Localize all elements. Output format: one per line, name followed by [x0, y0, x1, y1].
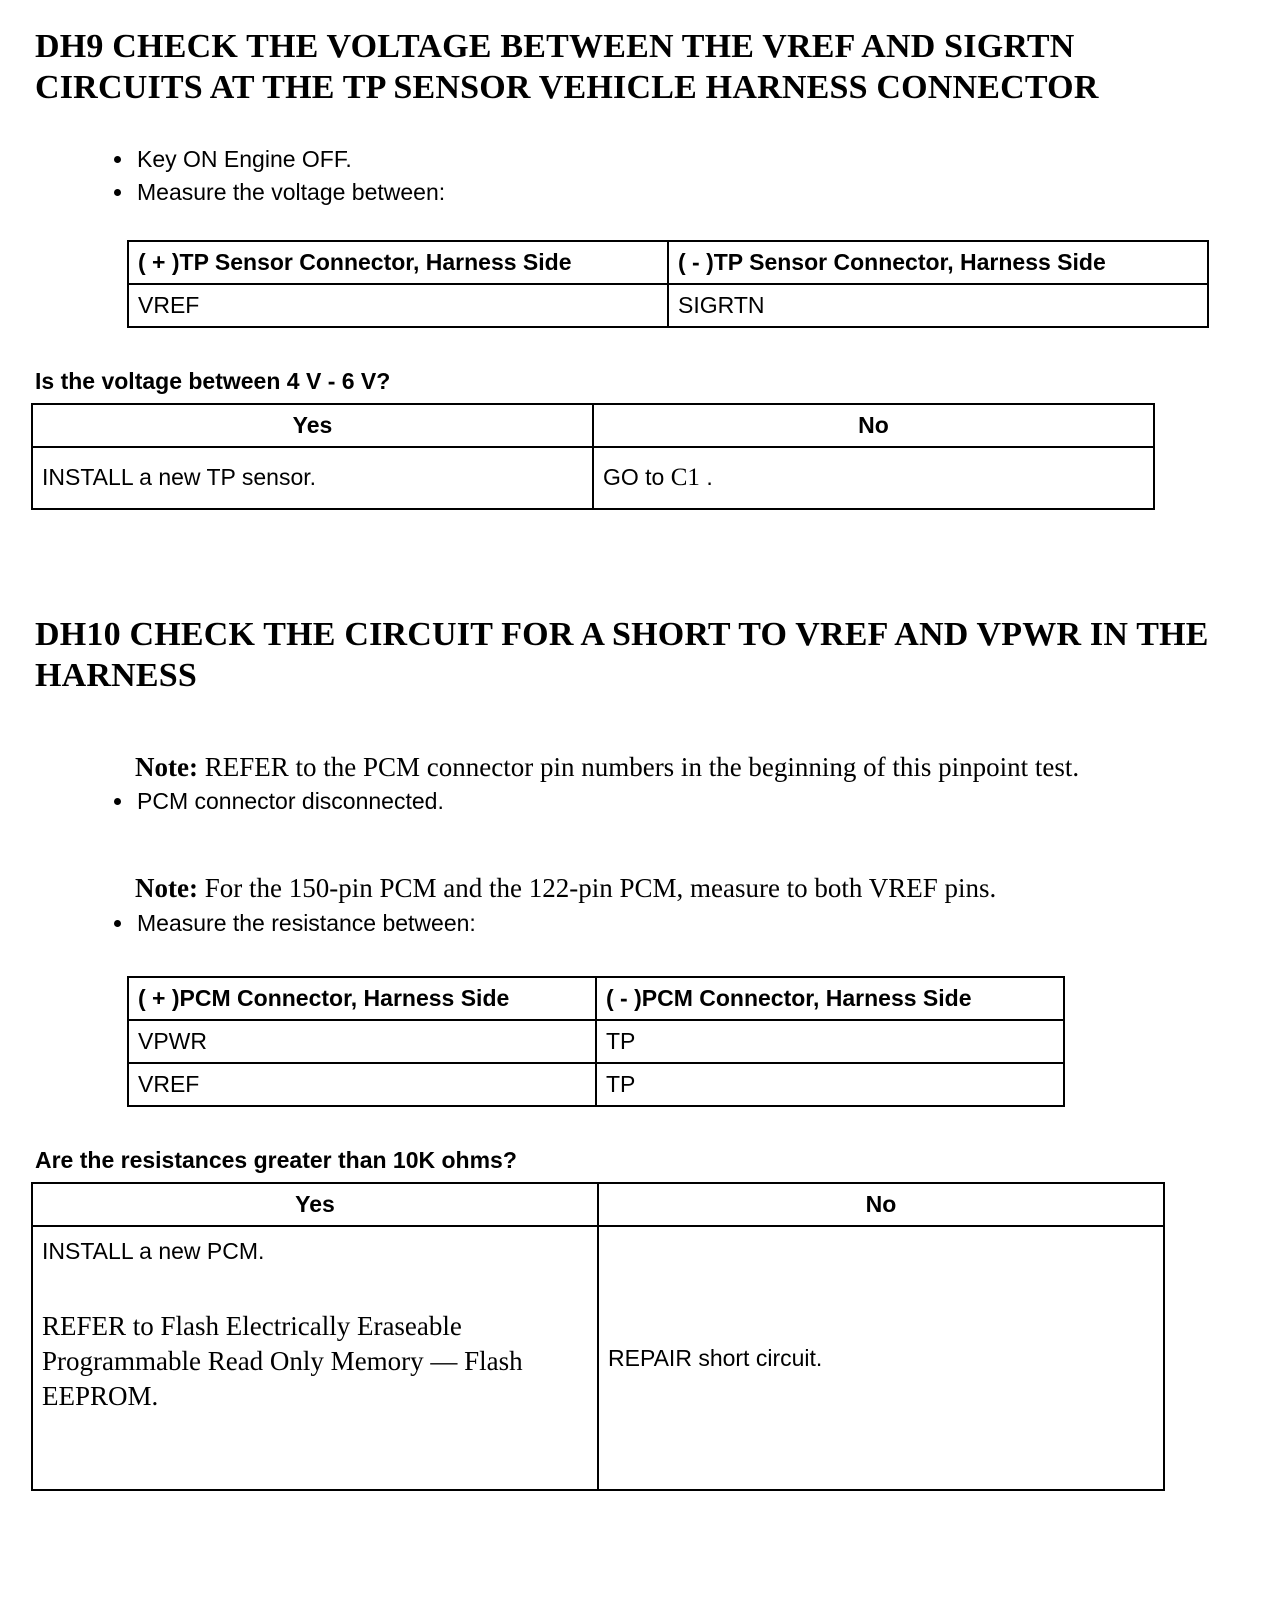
- pcm-measure-cell-tp-1: TP: [596, 1020, 1064, 1063]
- dh10-yes-action-refer-flash-eeprom: REFER to Flash Electrically Eraseable Programmable Read Only Memory — Flash EEPROM.: [42, 1311, 523, 1412]
- pcm-measure-header-minus: ( - )PCM Connector, Harness Side: [596, 977, 1064, 1020]
- dh10-bullet-list-2: [35, 907, 1232, 940]
- pcm-measure-cell-vpwr: VPWR: [128, 1020, 596, 1063]
- dh9-no-action-cell: [593, 447, 1154, 509]
- pcm-measure-header-plus: ( + )PCM Connector, Harness Side: [128, 977, 596, 1020]
- dh10-yes-header: Yes: [32, 1183, 598, 1226]
- table-row: [128, 1020, 1064, 1063]
- dh10-no-action-cell: REPAIR short circuit.: [598, 1226, 1164, 1490]
- dh9-no-action-suffix: .: [699, 463, 713, 490]
- tp-sensor-measure-table: [127, 240, 1209, 328]
- dh10-question: Are the resistances greater than 10K ohms?: [35, 1147, 517, 1174]
- dh10-note-vref-pins: [135, 870, 1195, 906]
- dh9-yes-action-cell: INSTALL a new TP sensor.: [32, 447, 593, 509]
- dh9-bullet-key-on: • Key ON Engine OFF.: [135, 143, 1232, 176]
- dh9-result-table: [31, 403, 1155, 510]
- pcm-measure-cell-tp-2: TP: [596, 1063, 1064, 1106]
- dh10-yes-action-install: INSTALL a new PCM.: [42, 1238, 265, 1265]
- table-row: [32, 1226, 1164, 1490]
- tp-measure-header-minus: ( - )TP Sensor Connector, Harness Side: [668, 241, 1208, 284]
- dh9-question: Is the voltage between 4 V - 6 V?: [35, 367, 391, 394]
- dh10-bullet-pcm-disconnected: • PCM connector disconnected.: [135, 785, 1232, 818]
- table-row: [32, 447, 1154, 509]
- table-header-row: [32, 1183, 1164, 1226]
- tp-measure-cell-sigrtn: SIGRTN: [668, 284, 1208, 327]
- dh9-yes-header: Yes: [32, 404, 593, 447]
- dh10-section-heading: DH10 CHECK THE CIRCUIT FOR A SHORT TO VREF AND VPWR IN THE HARNESS: [35, 615, 1209, 695]
- dh10-result-table: [31, 1182, 1165, 1491]
- note-label: Note:: [135, 751, 198, 782]
- table-row: [128, 284, 1208, 327]
- dh9-no-header: No: [593, 404, 1154, 447]
- note-label: Note:: [135, 873, 198, 904]
- dh9-no-action-prefix: GO to: [603, 463, 671, 490]
- table-header-row: [128, 977, 1064, 1020]
- table-header-row: [128, 241, 1208, 284]
- dh9-bullet-measure-voltage: • Measure the voltage between:: [135, 176, 1232, 209]
- dh9-bullet-list: [35, 143, 1232, 210]
- dh9-goto-c1-link[interactable]: C1: [670, 463, 700, 491]
- dh9-section-heading: DH9 CHECK THE VOLTAGE BETWEEN THE VREF AND SIGRTN CIRCUITS AT THE TP SENSOR VEHICLE HARNESS CONNECTOR: [35, 28, 1099, 107]
- table-header-row: [32, 404, 1154, 447]
- table-row: [128, 1063, 1064, 1106]
- pcm-measure-cell-vref: VREF: [128, 1063, 596, 1106]
- dh10-bullet-list-1: [35, 785, 1232, 818]
- note-text: REFER to the PCM connector pin numbers in the beginning of this pinpoint test.: [197, 751, 1080, 782]
- dh10-bullet-measure-resistance: • Measure the resistance between:: [135, 907, 1232, 940]
- pcm-measure-table: [127, 976, 1065, 1107]
- dh10-yes-action-cell: [32, 1226, 598, 1490]
- dh10-no-header: No: [598, 1183, 1164, 1226]
- tp-measure-header-plus: ( + )TP Sensor Connector, Harness Side: [128, 241, 668, 284]
- note-text: For the 150-pin PCM and the 122-pin PCM, measure to both VREF pins.: [197, 873, 997, 904]
- tp-measure-cell-vref: VREF: [128, 284, 668, 327]
- dh10-note-pcm-pins: [135, 749, 1115, 785]
